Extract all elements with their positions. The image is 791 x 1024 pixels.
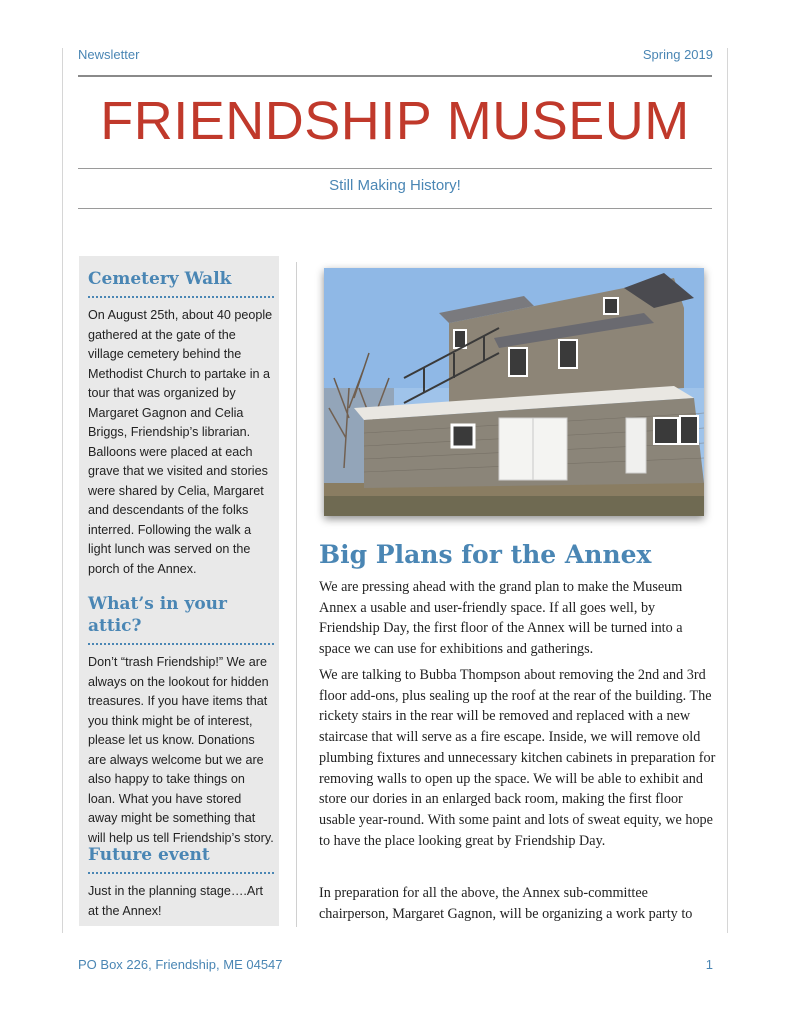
left-margin-line	[62, 48, 63, 933]
right-margin-line	[727, 48, 728, 933]
sidebar	[79, 256, 279, 926]
article-paragraph-1: We are pressing ahead with the grand plan to make the Museum Annex a usable and user-friendly space. If all goes well, by Friendship Day, the first floor of the Annex will be turned into a space we can use for exhibitions and gatherings.	[319, 579, 683, 658]
article-paragraph-2: We are talking to Bubba Thompson about removing the 2nd and 3rd floor add-ons, plus sealing up the roof at the rear of the building. The rickety stairs in the rear will be removed and replaced with a new staircase that will serve as a fire escape. Inside, we will remove old plumbing fixtures and unnecessary kitchen cabinets in preparation for removing walls to open up the space. We will be able to exhibit and store our dories in an enlarged back room, making the first floor usable year-round. With some paint and lots of sweat equity, we hope to have the place looking great by Friendship Day.	[319, 667, 716, 849]
header-divider	[78, 75, 712, 77]
footer-address: PO Box 226, Friendship, ME 04547	[78, 957, 283, 972]
subtitle-top-divider	[78, 168, 712, 169]
issue-date-label: Spring 2019	[642, 47, 713, 62]
article-heading: Big Plans for the Annex	[319, 540, 652, 569]
annex-building-photo	[324, 268, 704, 516]
column-divider	[296, 262, 297, 927]
sidebar-section-future-event	[88, 844, 274, 921]
sidebar-body: Don’t “trash Friendship!” We are always on the lookout for hidden treasures. If you have items that you think might be of interest, please let us know. Donations are always welcome but we are also happy to take things on loan. What you have stored away might be something that will help us tell Friendship’s story.	[88, 655, 274, 845]
page-number: 1	[705, 957, 713, 972]
sidebar-section-attic	[88, 593, 274, 848]
sidebar-section-cemetery-walk	[88, 268, 274, 579]
sidebar-body: Just in the planning stage….Art at the Annex!	[88, 884, 264, 918]
sidebar-heading: Future event	[88, 844, 274, 874]
newsletter-title: FRIENDSHIP MUSEUM	[100, 91, 690, 151]
sidebar-heading: What’s in your attic?	[88, 593, 274, 645]
article-paragraph-3: In preparation for all the above, the Annex sub-committee chairperson, Margaret Gagnon, will be organizing a work party to	[319, 885, 693, 922]
sidebar-body: On August 25th, about 40 people gathered at the gate of the village cemetery behind the Methodist Church to partake in a tour that was organized by Margaret Gagnon and Celia Briggs, Friendship’s librarian. Balloons were placed at each grave that we visited and stories were shared by Celia, Margaret and descendants of the folks interred. Following the walk a light lunch was served on the porch of the Annex.	[88, 308, 273, 576]
subtitle-bottom-divider	[78, 208, 712, 209]
sidebar-heading: Cemetery Walk	[88, 268, 274, 298]
newsletter-subtitle: Still Making History!	[329, 177, 461, 194]
newsletter-label: Newsletter	[78, 47, 140, 62]
